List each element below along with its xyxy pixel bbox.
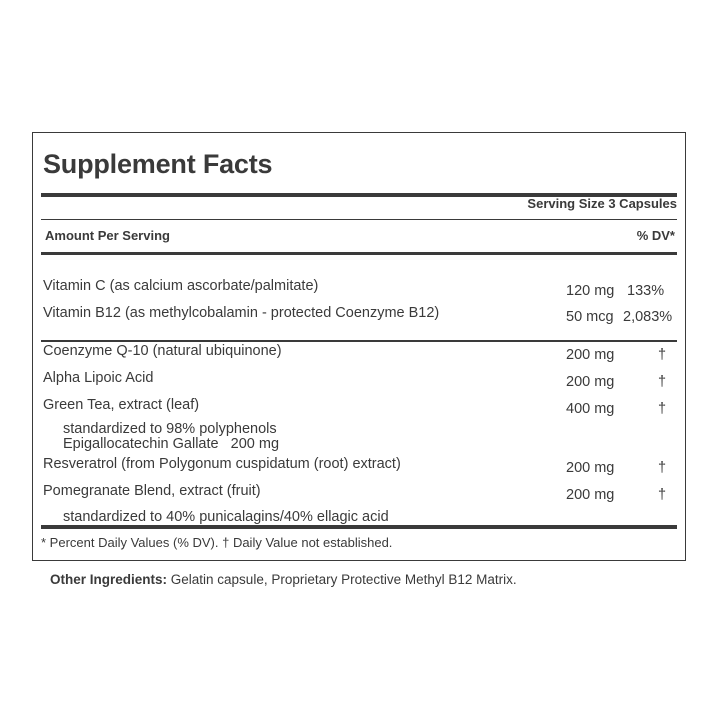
green-tea-egcg: Epigallocatechin Gallate 200 mg	[63, 436, 280, 452]
nutrient-amount-vitamin-c: 120 mg	[566, 283, 615, 299]
nutrient-name-coq10: Coenzyme Q-10 (natural ubiquinone)	[43, 343, 282, 359]
nutrient-amount-alpha-lipoic-acid: 200 mg	[566, 374, 615, 390]
green-tea-standardization: standardized to 98% polyphenols	[63, 421, 277, 437]
nutrient-amount-coq10: 200 mg	[566, 347, 615, 363]
nutrient-dv-resveratrol: †	[658, 460, 667, 476]
dv-header: % DV*	[636, 228, 675, 243]
other-ingredients-label: Other Ingredients:	[50, 572, 168, 587]
nutrient-dv-vitamin-c: 133%	[627, 283, 665, 299]
nutrient-dv-coq10: †	[658, 347, 667, 363]
nutrient-amount-green-tea: 400 mg	[566, 401, 615, 417]
divider-serving	[41, 219, 677, 220]
panel-title: Supplement Facts	[43, 149, 273, 179]
nutrient-name-vitamin-c: Vitamin C (as calcium ascorbate/palmitate)	[43, 278, 319, 294]
nutrient-name-alpha-lipoic-acid: Alpha Lipoic Acid	[43, 370, 154, 386]
nutrient-dv-alpha-lipoic-acid: †	[658, 374, 667, 390]
nutrient-dv-vitamin-b12: 2,083%	[623, 309, 673, 325]
nutrient-amount-pomegranate: 200 mg	[566, 487, 615, 503]
pomegranate-standardization: standardized to 40% punicalagins/40% ellagic acid	[63, 509, 389, 525]
nutrient-amount-vitamin-b12: 50 mcg	[566, 309, 614, 325]
nutrient-name-resveratrol: Resveratrol (from Polygonum cuspidatum (root) extract)	[43, 456, 401, 472]
nutrient-dv-green-tea: †	[658, 401, 667, 417]
nutrient-name-pomegranate: Pomegranate Blend, extract (fruit)	[43, 483, 261, 499]
amount-per-serving-header: Amount Per Serving	[45, 228, 170, 243]
nutrient-dv-pomegranate: †	[658, 487, 667, 503]
other-ingredients	[50, 572, 517, 587]
nutrient-name-vitamin-b12: Vitamin B12 (as methylcobalamin - protected Coenzyme B12)	[43, 305, 440, 321]
footnote: * Percent Daily Values (% DV). † Daily Value not established.	[41, 535, 393, 550]
serving-size: Serving Size 3 Capsules	[527, 196, 677, 211]
divider-vitamins	[41, 340, 677, 342]
nutrient-amount-resveratrol: 200 mg	[566, 460, 615, 476]
thick-divider-header	[41, 252, 677, 255]
other-ingredients-text: Gelatin capsule, Proprietary Protective Methyl B12 Matrix.	[167, 572, 517, 587]
nutrient-name-green-tea: Green Tea, extract (leaf)	[43, 397, 200, 413]
thick-divider-bottom	[41, 525, 677, 529]
supplement-facts-panel	[32, 132, 686, 561]
